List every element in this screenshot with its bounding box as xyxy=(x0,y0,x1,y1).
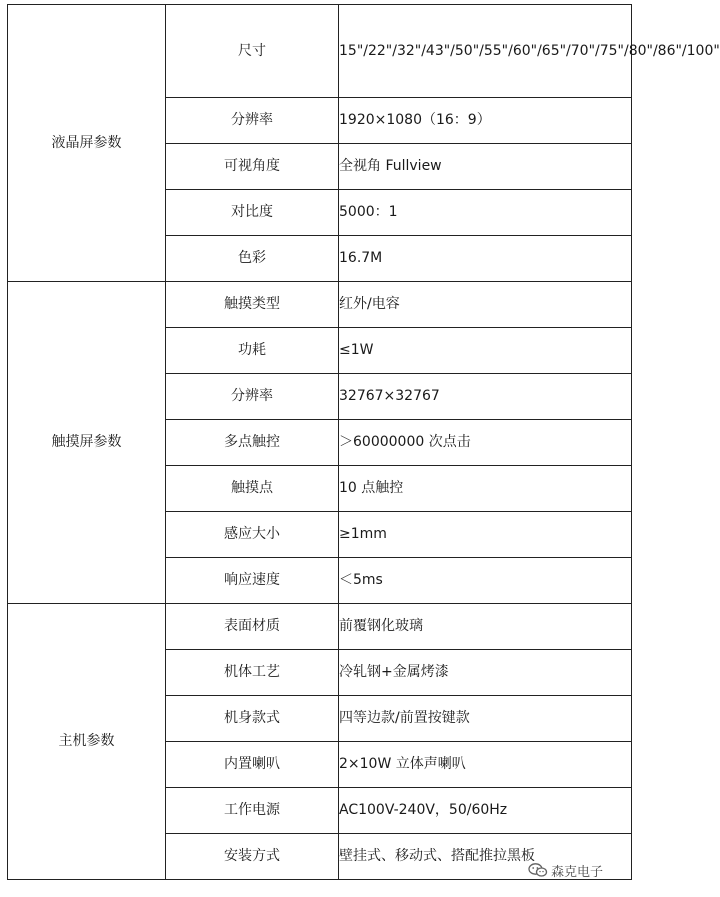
param-value: 32767×32767 xyxy=(339,374,632,420)
group-label-lcd: 液晶屏参数 xyxy=(8,5,166,282)
param-label: 感应大小 xyxy=(166,512,339,558)
param-label: 对比度 xyxy=(166,190,339,236)
wechat-icon xyxy=(528,862,548,878)
param-label: 响应速度 xyxy=(166,558,339,604)
param-value: 冷轧钢+金属烤漆 xyxy=(339,650,632,696)
param-label: 功耗 xyxy=(166,328,339,374)
param-value: AC100V-240V，50/60Hz xyxy=(339,788,632,834)
param-value: ＞60000000 次点击 xyxy=(339,420,632,466)
param-label: 触摸类型 xyxy=(166,282,339,328)
param-value: 10 点触控 xyxy=(339,466,632,512)
param-label: 色彩 xyxy=(166,236,339,282)
param-label: 内置喇叭 xyxy=(166,742,339,788)
table-row xyxy=(8,282,632,328)
param-value: 15"/22"/32"/43"/50"/55"/60"/65"/70"/75"/80"/86"/100" xyxy=(339,5,632,98)
param-value: 红外/电容 xyxy=(339,282,632,328)
param-value: 1920×1080（16：9） xyxy=(339,98,632,144)
param-value: ≥1mm xyxy=(339,512,632,558)
param-label: 可视角度 xyxy=(166,144,339,190)
param-value: 16.7M xyxy=(339,236,632,282)
param-label: 分辨率 xyxy=(166,98,339,144)
param-value: 全视角 Fullview xyxy=(339,144,632,190)
param-label: 工作电源 xyxy=(166,788,339,834)
param-value: ＜5ms xyxy=(339,558,632,604)
param-value: 前覆钢化玻璃 xyxy=(339,604,632,650)
param-value: ≤1W xyxy=(339,328,632,374)
param-value: 2×10W 立体声喇叭 xyxy=(339,742,632,788)
param-label: 多点触控 xyxy=(166,420,339,466)
param-label: 机身款式 xyxy=(166,696,339,742)
group-label-touch: 触摸屏参数 xyxy=(8,282,166,604)
param-label: 触摸点 xyxy=(166,466,339,512)
param-value: 壁挂式、移动式、搭配推拉黑板 xyxy=(339,834,632,880)
param-label: 分辨率 xyxy=(166,374,339,420)
param-label: 表面材质 xyxy=(166,604,339,650)
param-label: 机体工艺 xyxy=(166,650,339,696)
param-value: 5000：1 xyxy=(339,190,632,236)
param-label: 安装方式 xyxy=(166,834,339,880)
table-row xyxy=(8,5,632,98)
param-label: 尺寸 xyxy=(166,5,339,98)
watermark-text: 森克电子 xyxy=(551,864,604,880)
table-row xyxy=(8,604,632,650)
watermark xyxy=(528,859,628,881)
param-value: 四等边款/前置按键款 xyxy=(339,696,632,742)
spec-table xyxy=(7,4,720,880)
group-label-host: 主机参数 xyxy=(8,604,166,880)
